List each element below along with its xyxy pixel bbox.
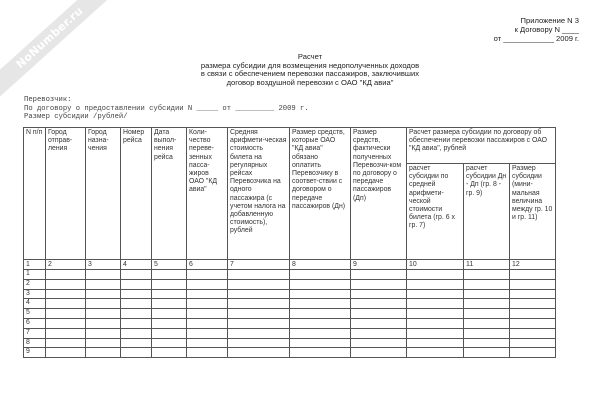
table-row	[24, 270, 556, 280]
cell[interactable]	[351, 279, 407, 289]
cell[interactable]	[187, 270, 228, 280]
cell[interactable]	[46, 318, 86, 328]
cell[interactable]	[86, 348, 121, 358]
cell[interactable]	[86, 289, 121, 299]
cell[interactable]	[407, 348, 464, 358]
header-departure-city: Город отправ-ления	[46, 128, 86, 260]
subsidy-table	[23, 127, 556, 358]
cell[interactable]	[510, 328, 556, 338]
cell[interactable]	[228, 318, 290, 328]
cell[interactable]	[407, 279, 464, 289]
cell[interactable]	[351, 318, 407, 328]
cell[interactable]	[46, 299, 86, 309]
column-numbers-row	[24, 260, 556, 270]
cell[interactable]	[86, 279, 121, 289]
cell[interactable]	[407, 318, 464, 328]
column-number: 12	[510, 260, 556, 270]
cell[interactable]	[152, 348, 187, 358]
cell[interactable]	[407, 289, 464, 299]
table-row	[24, 289, 556, 299]
title-line-4: договор воздушной перевозки с ОАО "КД авиа"	[226, 77, 394, 87]
cell[interactable]	[121, 318, 152, 328]
cell[interactable]	[187, 348, 228, 358]
cell[interactable]	[152, 289, 187, 299]
cell[interactable]	[464, 279, 510, 289]
cell[interactable]	[407, 338, 464, 348]
column-number: 6	[187, 260, 228, 270]
cell[interactable]	[290, 279, 351, 289]
cell[interactable]	[121, 299, 152, 309]
cell[interactable]	[290, 338, 351, 348]
cell[interactable]	[46, 328, 86, 338]
cell[interactable]	[290, 270, 351, 280]
row-number: 9	[24, 348, 46, 358]
carrier-label: Перевозчик:	[24, 96, 72, 104]
header-amount-received: Размер средств, фактически полученных Перевозчи-ком по договору о передаче пассажиров (Дп)	[351, 128, 407, 260]
column-number: 10	[407, 260, 464, 270]
appendix-number: Приложение N 3	[520, 16, 579, 25]
cell[interactable]	[351, 299, 407, 309]
cell[interactable]	[86, 299, 121, 309]
cell[interactable]	[46, 289, 86, 299]
cell[interactable]	[121, 309, 152, 319]
header-subsidy-amount: Размер субсидии (мини-мальная величина между гр. 10 и гр. 11)	[510, 164, 556, 260]
watermark: NoNumber.ru	[0, 0, 116, 99]
cell[interactable]	[152, 270, 187, 280]
table-row	[24, 309, 556, 319]
cell[interactable]	[228, 270, 290, 280]
cell[interactable]	[46, 348, 86, 358]
table-row	[24, 279, 556, 289]
header-calc-by-average: расчет субсидии по средней арифмети-ческой стоимости билета (гр. 6 x гр. 7)	[407, 164, 464, 260]
cell[interactable]	[46, 309, 86, 319]
column-number: 7	[228, 260, 290, 270]
cell[interactable]	[228, 328, 290, 338]
header-calc-difference: расчет субсидии Дн - Дп (гр. 8 - гр. 9)	[464, 164, 510, 260]
header-subsidy-calculation-group: Расчет размера субсидии по договору об обеспечении перевозки пассажиров с ОАО "КД авиа", рублей	[407, 128, 556, 164]
cell[interactable]	[187, 289, 228, 299]
cell[interactable]	[152, 299, 187, 309]
title-line-1: Расчет	[297, 52, 323, 61]
cell[interactable]	[510, 289, 556, 299]
cell[interactable]	[152, 309, 187, 319]
column-number: 3	[86, 260, 121, 270]
cell[interactable]	[228, 299, 290, 309]
column-number: 4	[121, 260, 152, 270]
row-number: 8	[24, 338, 46, 348]
header-number: N п/п	[24, 128, 46, 260]
cell[interactable]	[290, 318, 351, 328]
table-row	[24, 348, 556, 358]
cell[interactable]	[228, 338, 290, 348]
cell[interactable]	[187, 338, 228, 348]
cell[interactable]	[510, 279, 556, 289]
column-number: 2	[46, 260, 86, 270]
cell[interactable]	[121, 328, 152, 338]
cell[interactable]	[187, 299, 228, 309]
cell[interactable]	[351, 328, 407, 338]
cell[interactable]	[86, 270, 121, 280]
cell[interactable]	[228, 279, 290, 289]
cell[interactable]	[228, 309, 290, 319]
title-line-3: в связи с обеспечением перевозки пассажиров, заключивших	[200, 69, 420, 78]
cell[interactable]	[464, 270, 510, 280]
header-average-ticket-cost: Средняя арифмети-ческая стоимость билета на регулярных рейсах Перевозчика на одного пассажира (с учетом налога на добавленную стоимость), рублей	[228, 128, 290, 260]
cell[interactable]	[121, 270, 152, 280]
cell[interactable]	[121, 289, 152, 299]
row-number: 7	[24, 328, 46, 338]
cell[interactable]	[290, 328, 351, 338]
cell[interactable]	[187, 328, 228, 338]
appendix-header	[494, 16, 579, 43]
cell[interactable]	[464, 348, 510, 358]
column-number: 9	[351, 260, 407, 270]
cell[interactable]	[86, 328, 121, 338]
cell[interactable]	[290, 289, 351, 299]
title-line-2: размера субсидии для возмещения недополученных доходов	[200, 60, 420, 70]
cell[interactable]	[510, 348, 556, 358]
cell[interactable]	[46, 279, 86, 289]
cell[interactable]	[46, 270, 86, 280]
cell[interactable]	[464, 309, 510, 319]
column-number: 1	[24, 260, 46, 270]
cell[interactable]	[121, 279, 152, 289]
cell[interactable]	[152, 328, 187, 338]
row-number: 6	[24, 318, 46, 328]
cell[interactable]	[510, 338, 556, 348]
cell[interactable]	[228, 348, 290, 358]
cell[interactable]	[187, 318, 228, 328]
cell[interactable]	[351, 338, 407, 348]
cell[interactable]	[510, 270, 556, 280]
cell[interactable]	[86, 309, 121, 319]
cell[interactable]	[510, 299, 556, 309]
cell[interactable]	[290, 309, 351, 319]
header-passenger-count: Коли-чество переве-зенных пасса-жиров ОАО "КД авиа"	[187, 128, 228, 260]
row-number: 5	[24, 309, 46, 319]
cell[interactable]	[407, 299, 464, 309]
cell[interactable]	[46, 338, 86, 348]
cell[interactable]	[86, 318, 121, 328]
cell[interactable]	[510, 309, 556, 319]
cell[interactable]	[121, 338, 152, 348]
contract-date: от ____________ 2009 г.	[493, 34, 579, 43]
cell[interactable]	[407, 328, 464, 338]
cell[interactable]	[290, 299, 351, 309]
cell[interactable]	[464, 338, 510, 348]
cell[interactable]	[464, 289, 510, 299]
cell[interactable]	[86, 338, 121, 348]
table-row	[24, 318, 556, 328]
table-row	[24, 328, 556, 338]
document-title	[160, 53, 460, 87]
contract-line: По договору о предоставлении субсидии N _____ от _________ 2009 г.	[24, 104, 309, 113]
cell[interactable]	[187, 279, 228, 289]
cell[interactable]	[187, 309, 228, 319]
table-row	[24, 299, 556, 309]
header-flight-date: Дата выпол-нения рейса	[152, 128, 187, 260]
header-destination-city: Город назна-чения	[86, 128, 121, 260]
row-number: 4	[24, 299, 46, 309]
cell[interactable]	[121, 348, 152, 358]
cell[interactable]	[464, 328, 510, 338]
cell[interactable]	[351, 270, 407, 280]
contract-reference: к Договору N ____	[514, 25, 579, 34]
carrier-info	[24, 96, 309, 122]
column-number: 5	[152, 260, 187, 270]
column-number: 8	[290, 260, 351, 270]
row-number: 3	[24, 289, 46, 299]
cell[interactable]	[351, 309, 407, 319]
cell[interactable]	[351, 289, 407, 299]
header-flight-number: Номер рейса	[121, 128, 152, 260]
header-amount-due: Размер средств, которые ОАО "КД авиа" обязано оплатить Перевозчику в соответ-ствии с договором о передаче пассажиров (Дн)	[290, 128, 351, 260]
cell[interactable]	[152, 318, 187, 328]
subsidy-amount-label: Размер субсидии /рублей/	[24, 113, 128, 122]
row-number: 1	[24, 270, 46, 280]
cell[interactable]	[228, 289, 290, 299]
cell[interactable]	[290, 348, 351, 358]
cell[interactable]	[407, 270, 464, 280]
column-number: 11	[464, 260, 510, 270]
cell[interactable]	[510, 318, 556, 328]
cell[interactable]	[152, 338, 187, 348]
table-row	[24, 338, 556, 348]
cell[interactable]	[407, 309, 464, 319]
cell[interactable]	[152, 279, 187, 289]
row-number: 2	[24, 279, 46, 289]
cell[interactable]	[464, 318, 510, 328]
cell[interactable]	[464, 299, 510, 309]
cell[interactable]	[351, 348, 407, 358]
